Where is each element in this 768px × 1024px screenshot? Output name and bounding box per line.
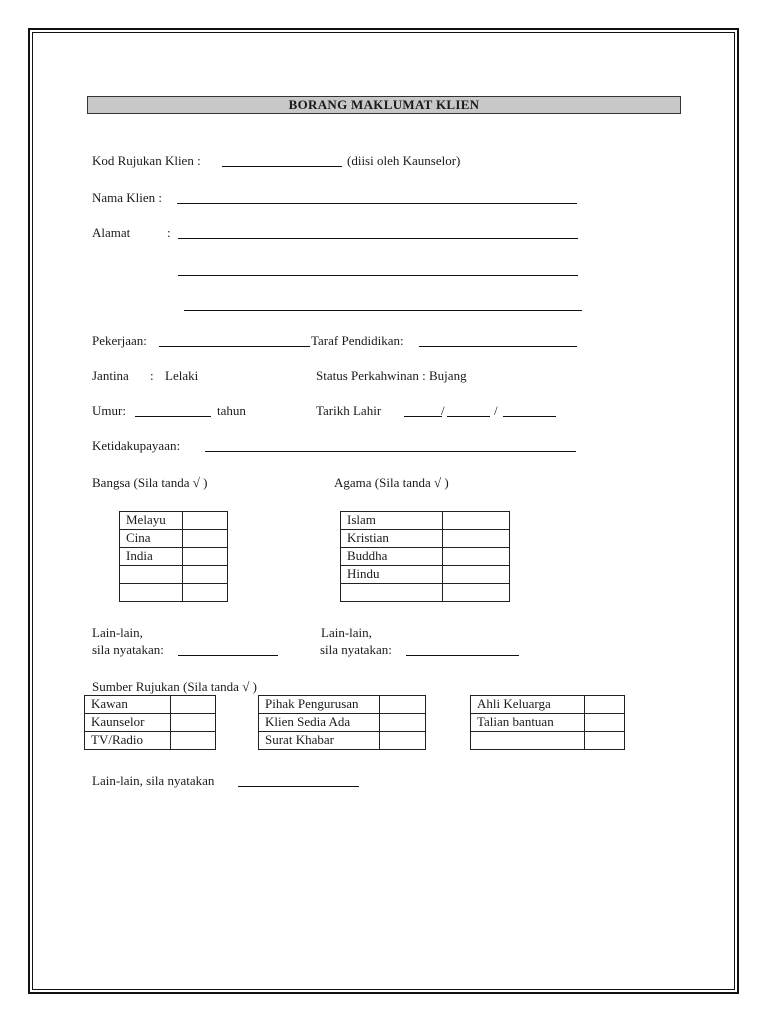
bangsa-option: Melayu xyxy=(120,512,183,530)
lain-lain-bangsa-field[interactable] xyxy=(178,655,278,656)
agama-option: Islam xyxy=(341,512,443,530)
sumber-option: Kawan xyxy=(85,696,171,714)
kod-rujukan-label: Kod Rujukan Klien : xyxy=(92,153,201,168)
table-row xyxy=(120,530,228,548)
pekerjaan-label: Pekerjaan: xyxy=(92,333,147,348)
ketidakupayaan-field[interactable] xyxy=(205,451,576,452)
jantina-colon: : xyxy=(150,368,154,383)
agama-heading: Agama (Sila tanda √ ) xyxy=(334,475,449,490)
tarikh-lahir-month-field[interactable] xyxy=(447,416,490,417)
lain-lain-agama-line1: Lain-lain, xyxy=(321,625,372,640)
sumber-checkbox[interactable] xyxy=(380,696,426,714)
lain-lain-bangsa-line2: sila nyatakan: xyxy=(92,642,164,657)
ketidakupayaan-label: Ketidakupayaan: xyxy=(92,438,181,453)
bangsa-checkbox[interactable] xyxy=(183,530,228,548)
status-perkahwinan: Status Perkahwinan : Bujang xyxy=(316,368,467,383)
nama-klien-label: Nama Klien : xyxy=(92,190,163,205)
sumber-option: Ahli Keluarga xyxy=(471,696,585,714)
kod-rujukan-field[interactable] xyxy=(222,166,342,167)
table-row xyxy=(341,584,510,602)
lain-lain-agama-field[interactable] xyxy=(406,655,519,656)
alamat-field-line-2[interactable] xyxy=(178,275,578,276)
table-row xyxy=(259,732,426,750)
sumber-table-2 xyxy=(258,695,426,750)
alamat-colon: : xyxy=(167,225,171,240)
bangsa-checkbox[interactable] xyxy=(183,512,228,530)
table-row xyxy=(120,548,228,566)
tarikh-separator-1: / xyxy=(441,403,445,418)
bangsa-checkbox[interactable] xyxy=(183,566,228,584)
lain-lain-agama-line2: sila nyatakan: xyxy=(320,642,392,657)
table-row xyxy=(471,696,625,714)
pekerjaan-field[interactable] xyxy=(159,346,310,347)
lain-lain-bangsa-line1: Lain-lain, xyxy=(92,625,143,640)
sumber-checkbox[interactable] xyxy=(171,732,216,750)
bangsa-option xyxy=(120,566,183,584)
tarikh-lahir-label: Tarikh Lahir xyxy=(316,403,382,418)
sumber-option: Klien Sedia Ada xyxy=(259,714,380,732)
table-row xyxy=(85,696,216,714)
form-title: BORANG MAKLUMAT KLIEN xyxy=(87,96,681,114)
sumber-checkbox[interactable] xyxy=(380,732,426,750)
table-row xyxy=(120,584,228,602)
bangsa-table xyxy=(119,511,228,602)
sumber-checkbox[interactable] xyxy=(171,714,216,732)
agama-checkbox[interactable] xyxy=(443,566,510,584)
kod-rujukan-note: (diisi oleh Kaunselor) xyxy=(347,153,461,168)
table-row xyxy=(85,732,216,750)
table-row xyxy=(259,696,426,714)
table-row xyxy=(471,732,625,750)
bangsa-option: India xyxy=(120,548,183,566)
table-row xyxy=(341,548,510,566)
agama-option: Hindu xyxy=(341,566,443,584)
jantina-value: Lelaki xyxy=(165,368,199,383)
table-row xyxy=(120,512,228,530)
table-row xyxy=(341,530,510,548)
sumber-option: Pihak Pengurusan xyxy=(259,696,380,714)
tarikh-lahir-year-field[interactable] xyxy=(503,416,556,417)
umur-label: Umur: xyxy=(92,403,126,418)
agama-checkbox[interactable] xyxy=(443,584,510,602)
taraf-pendidikan-label: Taraf Pendidikan: xyxy=(311,333,404,348)
nama-klien-field[interactable] xyxy=(177,203,577,204)
sumber-option: Surat Khabar xyxy=(259,732,380,750)
bangsa-option xyxy=(120,584,183,602)
tahun-label: tahun xyxy=(217,403,246,418)
table-row xyxy=(471,714,625,732)
alamat-field-line-3[interactable] xyxy=(184,310,582,311)
agama-checkbox[interactable] xyxy=(443,512,510,530)
sumber-option: TV/Radio xyxy=(85,732,171,750)
taraf-pendidikan-field[interactable] xyxy=(419,346,577,347)
table-row xyxy=(85,714,216,732)
sumber-checkbox[interactable] xyxy=(380,714,426,732)
sumber-table-3 xyxy=(470,695,625,750)
sumber-table-1 xyxy=(84,695,216,750)
bangsa-heading: Bangsa (Sila tanda √ ) xyxy=(92,475,208,490)
agama-checkbox[interactable] xyxy=(443,548,510,566)
table-row xyxy=(259,714,426,732)
table-row xyxy=(341,566,510,584)
bangsa-checkbox[interactable] xyxy=(183,548,228,566)
agama-option: Kristian xyxy=(341,530,443,548)
agama-checkbox[interactable] xyxy=(443,530,510,548)
sumber-option: Talian bantuan xyxy=(471,714,585,732)
tarikh-separator-2: / xyxy=(494,403,498,418)
table-row xyxy=(120,566,228,584)
sumber-checkbox[interactable] xyxy=(585,714,625,732)
agama-option xyxy=(341,584,443,602)
sumber-checkbox[interactable] xyxy=(171,696,216,714)
umur-field[interactable] xyxy=(135,416,211,417)
lain-lain-sumber-field[interactable] xyxy=(238,786,359,787)
tarikh-lahir-day-field[interactable] xyxy=(404,416,442,417)
sumber-checkbox[interactable] xyxy=(585,732,625,750)
lain-lain-sumber-label: Lain-lain, sila nyatakan xyxy=(92,773,215,788)
table-row xyxy=(341,512,510,530)
bangsa-checkbox[interactable] xyxy=(183,584,228,602)
sumber-option xyxy=(471,732,585,750)
sumber-rujukan-heading: Sumber Rujukan (Sila tanda √ ) xyxy=(92,679,257,694)
agama-table xyxy=(340,511,510,602)
sumber-checkbox[interactable] xyxy=(585,696,625,714)
sumber-option: Kaunselor xyxy=(85,714,171,732)
alamat-field-line-1[interactable] xyxy=(178,238,578,239)
alamat-label: Alamat xyxy=(92,225,131,240)
bangsa-option: Cina xyxy=(120,530,183,548)
jantina-label: Jantina xyxy=(92,368,129,383)
agama-option: Buddha xyxy=(341,548,443,566)
